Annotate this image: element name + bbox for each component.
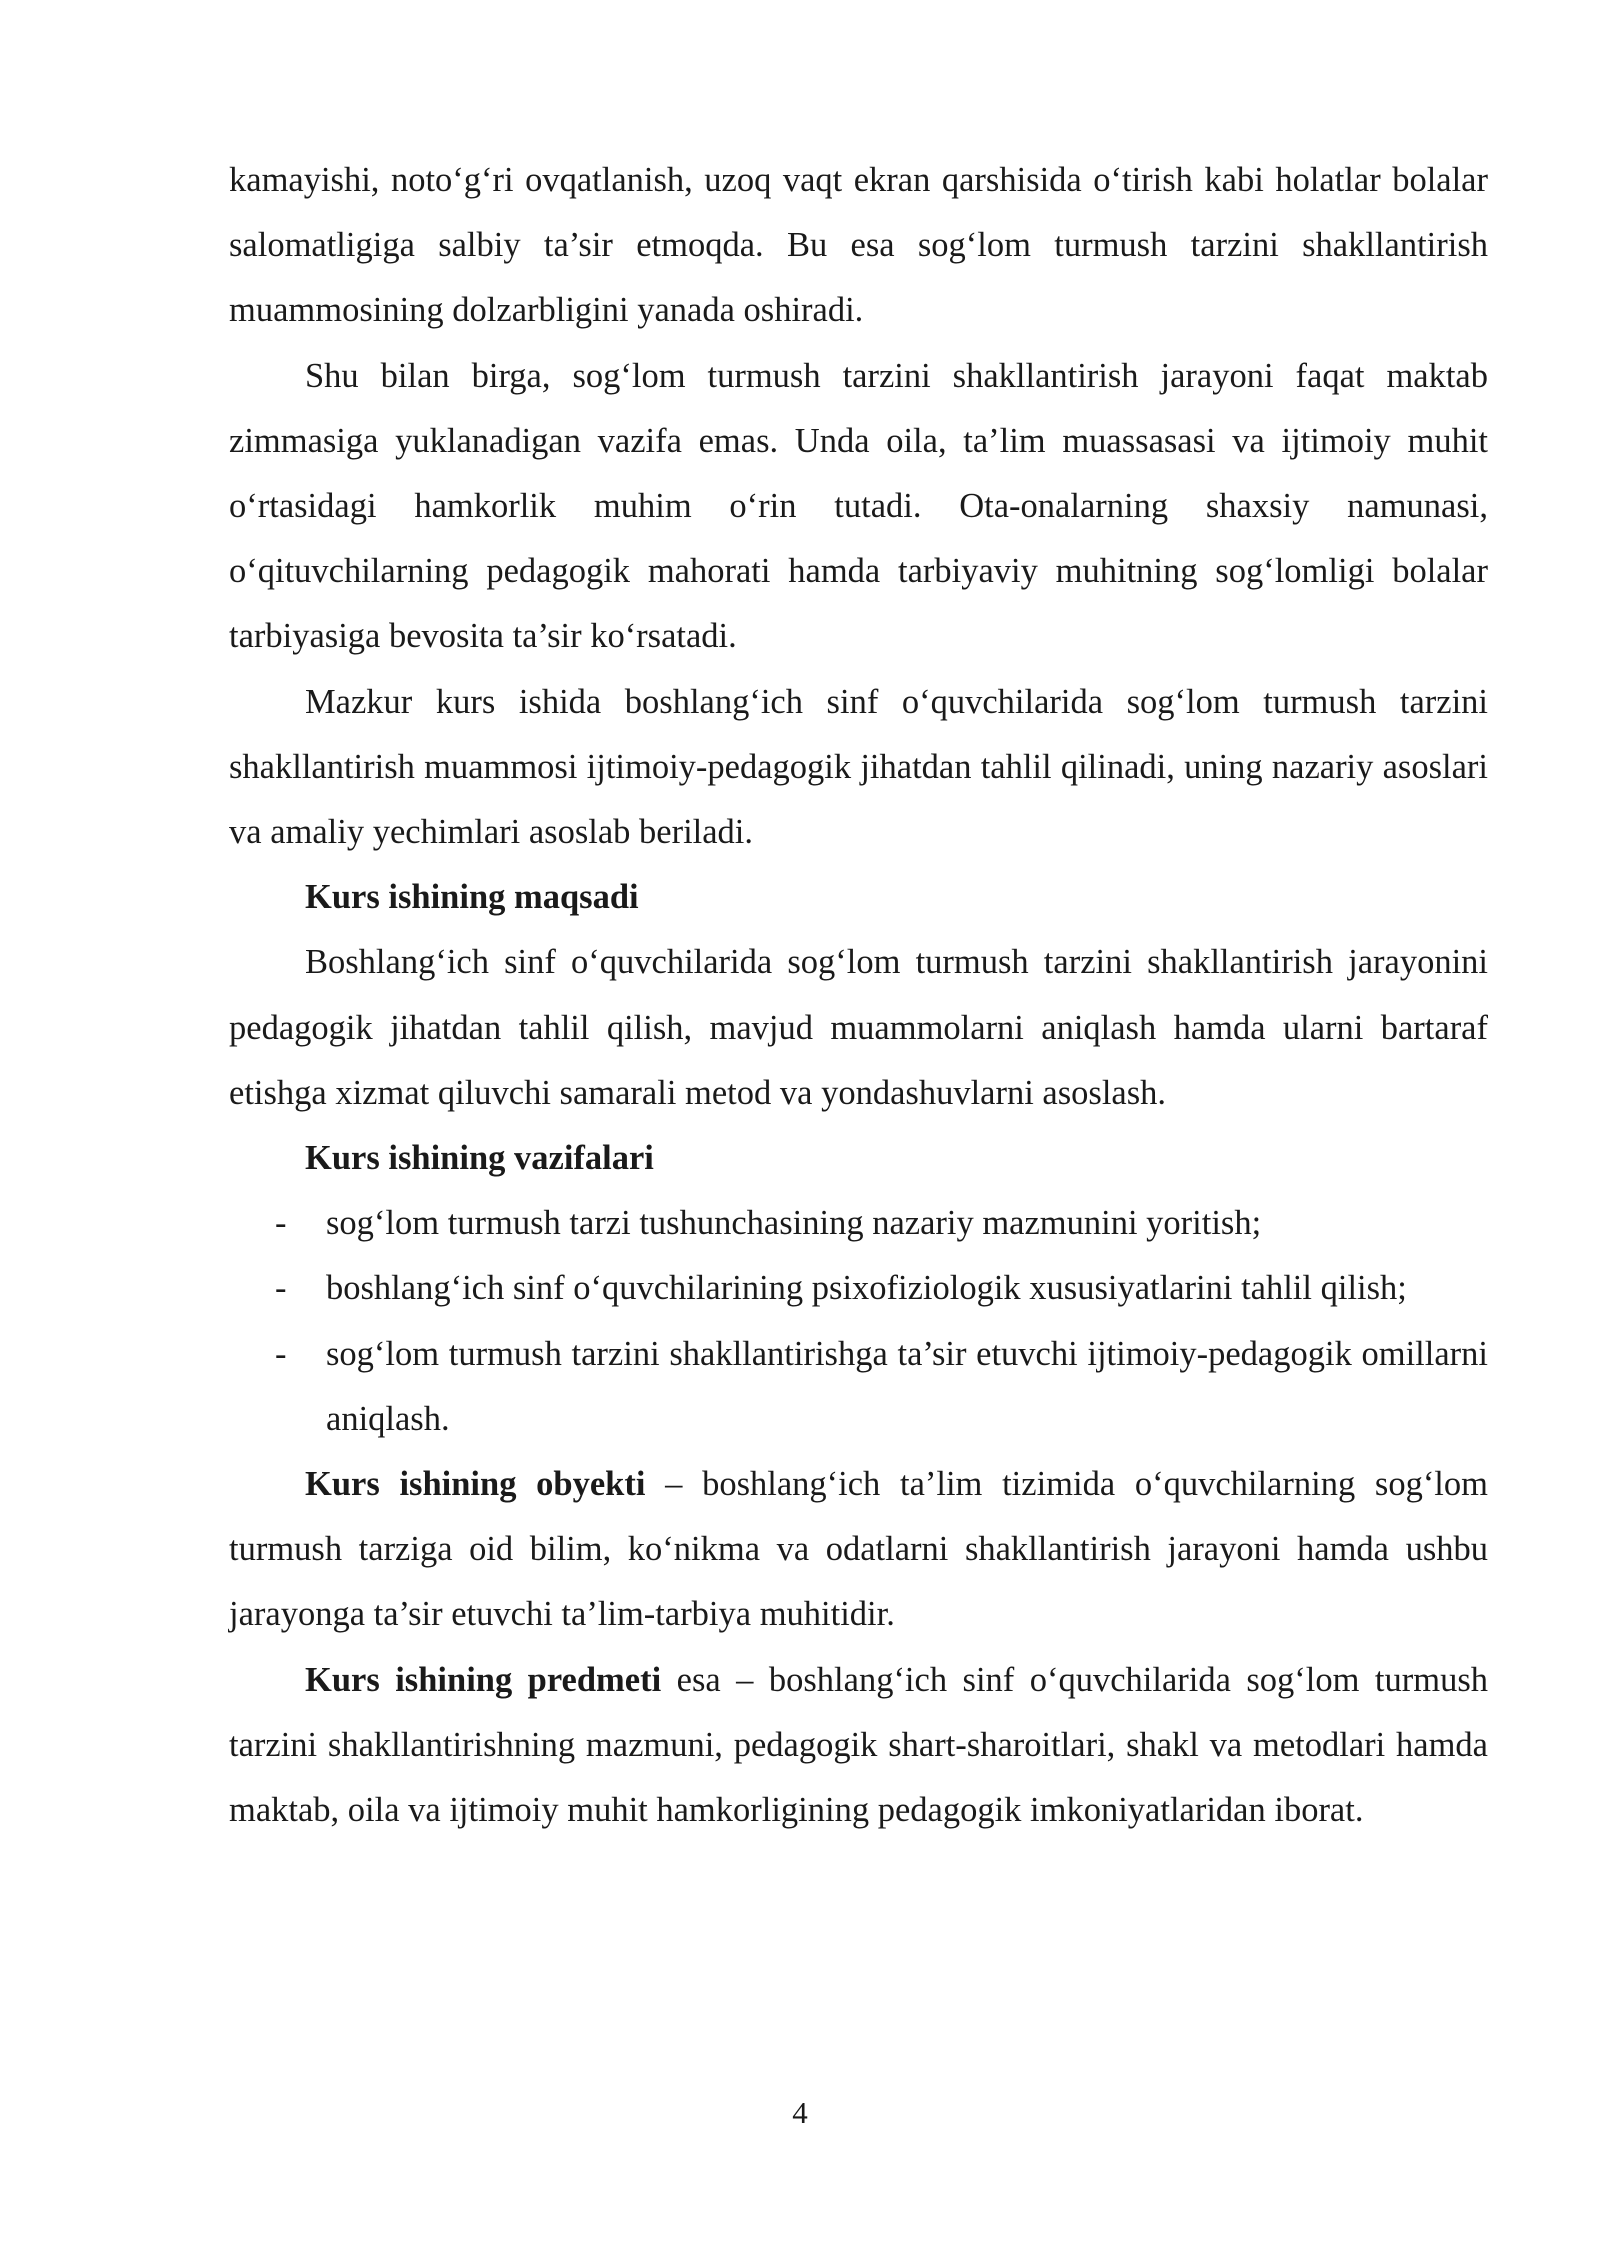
tasks-heading: Kurs ishining vazifalari	[305, 1139, 654, 1178]
subject-text: esa – boshlang‘ich sinf o‘quvchilarida sog‘lom turmush tarzini shakllantirishning mazmuni, pedagogik shart-sharoitlari, shakl va metodlari hamda maktab, oila va ijtimoiy muhit hamkorligining pedagogik imkoniyatlaridan iborat.	[229, 1660, 1488, 1830]
object-label: Kurs ishining obyekti	[305, 1465, 646, 1504]
object-text: – boshlang‘ich ta’lim tizimida o‘quvchilarning sog‘lom turmush tarziga oid bilim, ko‘nikma va odatlarni shakllantirish jarayoni hamda ushbu jarayonga ta’sir etuvchi ta’lim-tarbiya muhitidir.	[229, 1465, 1488, 1634]
object-paragraph	[229, 1452, 1488, 1648]
list-item	[229, 1256, 1488, 1321]
list-bullet: -	[275, 1269, 287, 1308]
document-page	[229, 148, 1488, 1843]
paragraph-course-scope: Mazkur kurs ishida boshlang‘ich sinf o‘quvchilarida sog‘lom turmush tarzini shakllantirish muammosi ijtimoiy-pedagogik jihatdan tahlil qilinadi, uning nazariy asoslari va amaliy yechimlari asoslab beriladi.	[229, 682, 1488, 852]
list-bullet: -	[275, 1334, 287, 1373]
list-item-text: sog‘lom turmush tarzi tushunchasining nazariy mazmunini yoritish;	[326, 1204, 1262, 1243]
tasks-list	[229, 1191, 1488, 1452]
goal-text: Boshlang‘ich sinf o‘quvchilarida sog‘lom turmush tarzini shakllantirish jarayonini pedagogik jihatdan tahlil qilish, mavjud muammolarni aniqlash hamda ularni bartaraf etishga xizmat qiluvchi samarali metod va yondashuvlarni asoslash.	[229, 943, 1488, 1112]
page-number: 4	[792, 2095, 808, 2130]
list-bullet: -	[275, 1204, 287, 1243]
paragraph-intro-continued: kamayishi, noto‘g‘ri ovqatlanish, uzoq vaqt ekran qarshisida o‘tirish kabi holatlar bolalar salomatligiga salbiy ta’sir etmoqda. Bu esa sog‘lom turmush tarzini shakllantirish muammosining dolzarbligini yanada oshiradi.	[229, 161, 1488, 330]
paragraph-cooperation: Shu bilan birga, sog‘lom turmush tarzini shakllantirish jarayoni faqat maktab zimmasiga yuklanadigan vazifa emas. Unda oila, ta’lim muassasasi va ijtimoiy muhit o‘rtasidagi hamkorlik muhim o‘rin tutadi. Ota-onalarning shaxsiy namunasi, o‘qituvchilarning pedagogik mahorati hamda tarbiyaviy muhitning sog‘lomligi bolalar tarbiyasiga bevosita ta’sir ko‘rsatadi.	[229, 356, 1488, 656]
subject-label: Kurs ishining predmeti	[305, 1660, 662, 1699]
list-item-text: boshlang‘ich sinf o‘quvchilarining psixofiziologik xususiyatlarini tahlil qilish;	[326, 1269, 1407, 1308]
subject-paragraph	[229, 1648, 1488, 1844]
goal-heading: Kurs ishining maqsadi	[305, 878, 639, 917]
list-item-text: sog‘lom turmush tarzini shakllantirishga ta’sir etuvchi ijtimoiy-pedagogik omillarni aniqlash.	[326, 1334, 1488, 1438]
list-item	[229, 1191, 1488, 1256]
list-item	[229, 1322, 1488, 1452]
